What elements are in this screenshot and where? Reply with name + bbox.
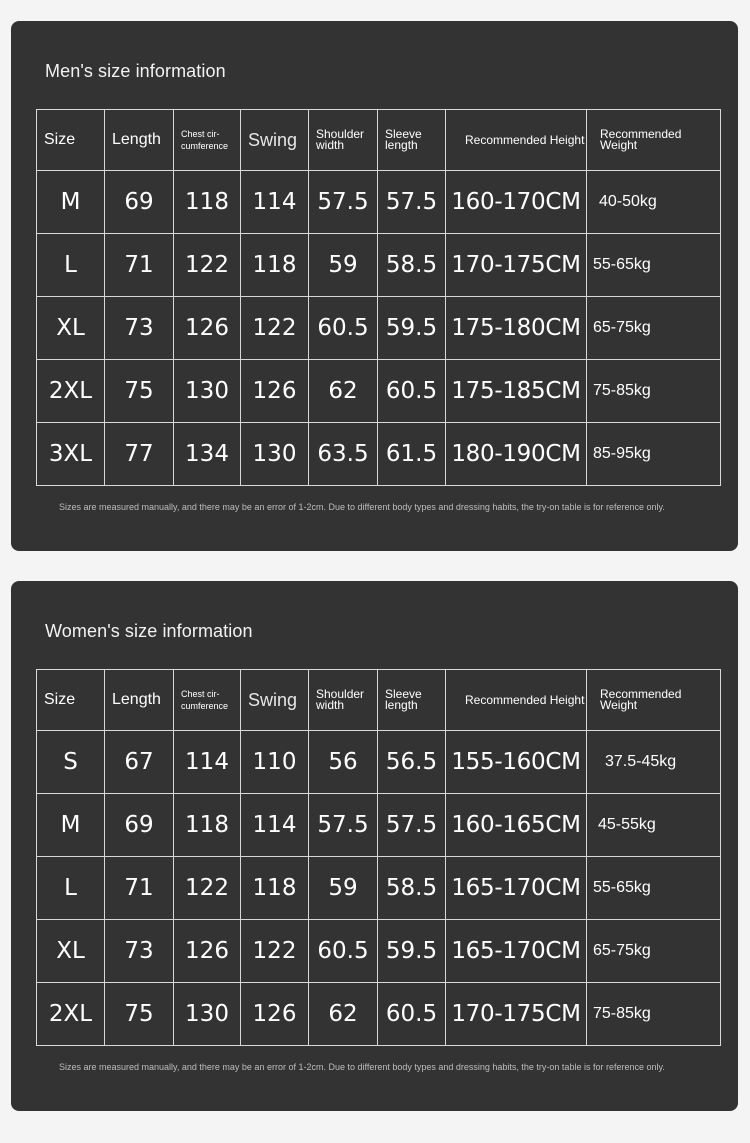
cell-sleeve: 57.5 bbox=[378, 171, 446, 234]
cell-shoulder: 59 bbox=[309, 857, 378, 920]
cell-sleeve: 57.5 bbox=[378, 794, 446, 857]
cell-shoulder: 62 bbox=[309, 983, 378, 1046]
cell-height: 160-170CM bbox=[446, 171, 587, 234]
cell-shoulder: 57.5 bbox=[309, 171, 378, 234]
table-row bbox=[37, 731, 721, 794]
cell-height: 155-160CM bbox=[446, 731, 587, 794]
cell-swing: 130 bbox=[241, 423, 309, 486]
header-rec-height: Recommended Height bbox=[446, 670, 587, 731]
cell-size: XL bbox=[37, 297, 105, 360]
cell-height: 175-185CM bbox=[446, 360, 587, 423]
header-length: Length bbox=[105, 110, 174, 171]
cell-length: 69 bbox=[105, 171, 174, 234]
cell-sleeve: 59.5 bbox=[378, 920, 446, 983]
header-length: Length bbox=[105, 670, 174, 731]
cell-weight: 75-85kg bbox=[587, 983, 721, 1046]
cell-sleeve: 60.5 bbox=[378, 360, 446, 423]
table-row bbox=[37, 360, 721, 423]
header-sleeve: Sleeve length bbox=[378, 670, 446, 731]
table-row bbox=[37, 983, 721, 1046]
cell-shoulder: 57.5 bbox=[309, 794, 378, 857]
men-size-card bbox=[11, 21, 738, 551]
cell-chest: 130 bbox=[174, 360, 241, 423]
header-rec-weight: Recommended Weight bbox=[587, 110, 721, 171]
men-measurement-note: Sizes are measured manually, and there may be an error of 1-2cm. Due to different body types and dressing habits, the try-on table is for reference only. bbox=[59, 502, 665, 512]
cell-size: M bbox=[37, 794, 105, 857]
men-size-table bbox=[36, 109, 721, 486]
cell-sleeve: 61.5 bbox=[378, 423, 446, 486]
cell-sleeve: 60.5 bbox=[378, 983, 446, 1046]
cell-weight: 45-55kg bbox=[587, 794, 721, 857]
cell-size: S bbox=[37, 731, 105, 794]
cell-height: 165-170CM bbox=[446, 920, 587, 983]
cell-sleeve: 56.5 bbox=[378, 731, 446, 794]
cell-chest: 122 bbox=[174, 857, 241, 920]
header-shoulder: Shoulder width bbox=[309, 110, 378, 171]
cell-weight: 65-75kg bbox=[587, 920, 721, 983]
women-size-card bbox=[11, 581, 738, 1111]
cell-height: 170-175CM bbox=[446, 234, 587, 297]
cell-weight: 75-85kg bbox=[587, 360, 721, 423]
cell-height: 165-170CM bbox=[446, 857, 587, 920]
cell-shoulder: 62 bbox=[309, 360, 378, 423]
header-swing: Swing bbox=[241, 670, 309, 731]
cell-size: M bbox=[37, 171, 105, 234]
cell-length: 67 bbox=[105, 731, 174, 794]
cell-length: 73 bbox=[105, 297, 174, 360]
cell-length: 75 bbox=[105, 983, 174, 1046]
cell-size: L bbox=[37, 857, 105, 920]
cell-shoulder: 63.5 bbox=[309, 423, 378, 486]
cell-length: 75 bbox=[105, 360, 174, 423]
cell-shoulder: 56 bbox=[309, 731, 378, 794]
cell-swing: 114 bbox=[241, 794, 309, 857]
cell-sleeve: 59.5 bbox=[378, 297, 446, 360]
table-row bbox=[37, 857, 721, 920]
cell-size: 3XL bbox=[37, 423, 105, 486]
table-row bbox=[37, 794, 721, 857]
cell-height: 175-180CM bbox=[446, 297, 587, 360]
cell-size: 2XL bbox=[37, 983, 105, 1046]
cell-weight: 55-65kg bbox=[587, 857, 721, 920]
cell-shoulder: 60.5 bbox=[309, 920, 378, 983]
header-swing: Swing bbox=[241, 110, 309, 171]
header-shoulder: Shoulder width bbox=[309, 670, 378, 731]
cell-chest: 126 bbox=[174, 920, 241, 983]
header-size: Size bbox=[37, 670, 105, 731]
cell-length: 77 bbox=[105, 423, 174, 486]
cell-chest: 134 bbox=[174, 423, 241, 486]
cell-size: XL bbox=[37, 920, 105, 983]
cell-weight: 65-75kg bbox=[587, 297, 721, 360]
cell-height: 180-190CM bbox=[446, 423, 587, 486]
cell-weight: 55-65kg bbox=[587, 234, 721, 297]
header-size: Size bbox=[37, 110, 105, 171]
table-row bbox=[37, 234, 721, 297]
cell-swing: 126 bbox=[241, 983, 309, 1046]
cell-weight: 85-95kg bbox=[587, 423, 721, 486]
cell-chest: 114 bbox=[174, 731, 241, 794]
cell-swing: 126 bbox=[241, 360, 309, 423]
cell-shoulder: 60.5 bbox=[309, 297, 378, 360]
header-rec-weight: Recommended Weight bbox=[587, 670, 721, 731]
women-section-title: Women's size information bbox=[45, 621, 253, 641]
men-header-row bbox=[37, 110, 721, 171]
cell-weight: 37.5-45kg bbox=[587, 731, 721, 794]
table-row bbox=[37, 920, 721, 983]
cell-length: 69 bbox=[105, 794, 174, 857]
cell-height: 160-165CM bbox=[446, 794, 587, 857]
women-measurement-note: Sizes are measured manually, and there may be an error of 1-2cm. Due to different body types and dressing habits, the try-on table is for reference only. bbox=[59, 1062, 665, 1072]
cell-chest: 118 bbox=[174, 794, 241, 857]
cell-height: 170-175CM bbox=[446, 983, 587, 1046]
table-row bbox=[37, 297, 721, 360]
cell-size: L bbox=[37, 234, 105, 297]
women-header-row bbox=[37, 670, 721, 731]
table-row bbox=[37, 171, 721, 234]
cell-sleeve: 58.5 bbox=[378, 857, 446, 920]
cell-chest: 130 bbox=[174, 983, 241, 1046]
cell-swing: 118 bbox=[241, 857, 309, 920]
cell-size: 2XL bbox=[37, 360, 105, 423]
cell-weight: 40-50kg bbox=[587, 171, 721, 234]
cell-shoulder: 59 bbox=[309, 234, 378, 297]
cell-chest: 126 bbox=[174, 297, 241, 360]
cell-swing: 122 bbox=[241, 297, 309, 360]
cell-length: 73 bbox=[105, 920, 174, 983]
header-rec-height: Recommended Height bbox=[446, 110, 587, 171]
header-chest: Chest cir-cumference bbox=[174, 110, 241, 171]
cell-length: 71 bbox=[105, 234, 174, 297]
cell-swing: 122 bbox=[241, 920, 309, 983]
table-row bbox=[37, 423, 721, 486]
men-section-title: Men's size information bbox=[45, 61, 226, 81]
cell-chest: 122 bbox=[174, 234, 241, 297]
cell-sleeve: 58.5 bbox=[378, 234, 446, 297]
women-size-table bbox=[36, 669, 721, 1046]
cell-chest: 118 bbox=[174, 171, 241, 234]
cell-swing: 118 bbox=[241, 234, 309, 297]
header-chest: Chest cir-cumference bbox=[174, 670, 241, 731]
header-sleeve: Sleeve length bbox=[378, 110, 446, 171]
cell-swing: 114 bbox=[241, 171, 309, 234]
cell-swing: 110 bbox=[241, 731, 309, 794]
cell-length: 71 bbox=[105, 857, 174, 920]
